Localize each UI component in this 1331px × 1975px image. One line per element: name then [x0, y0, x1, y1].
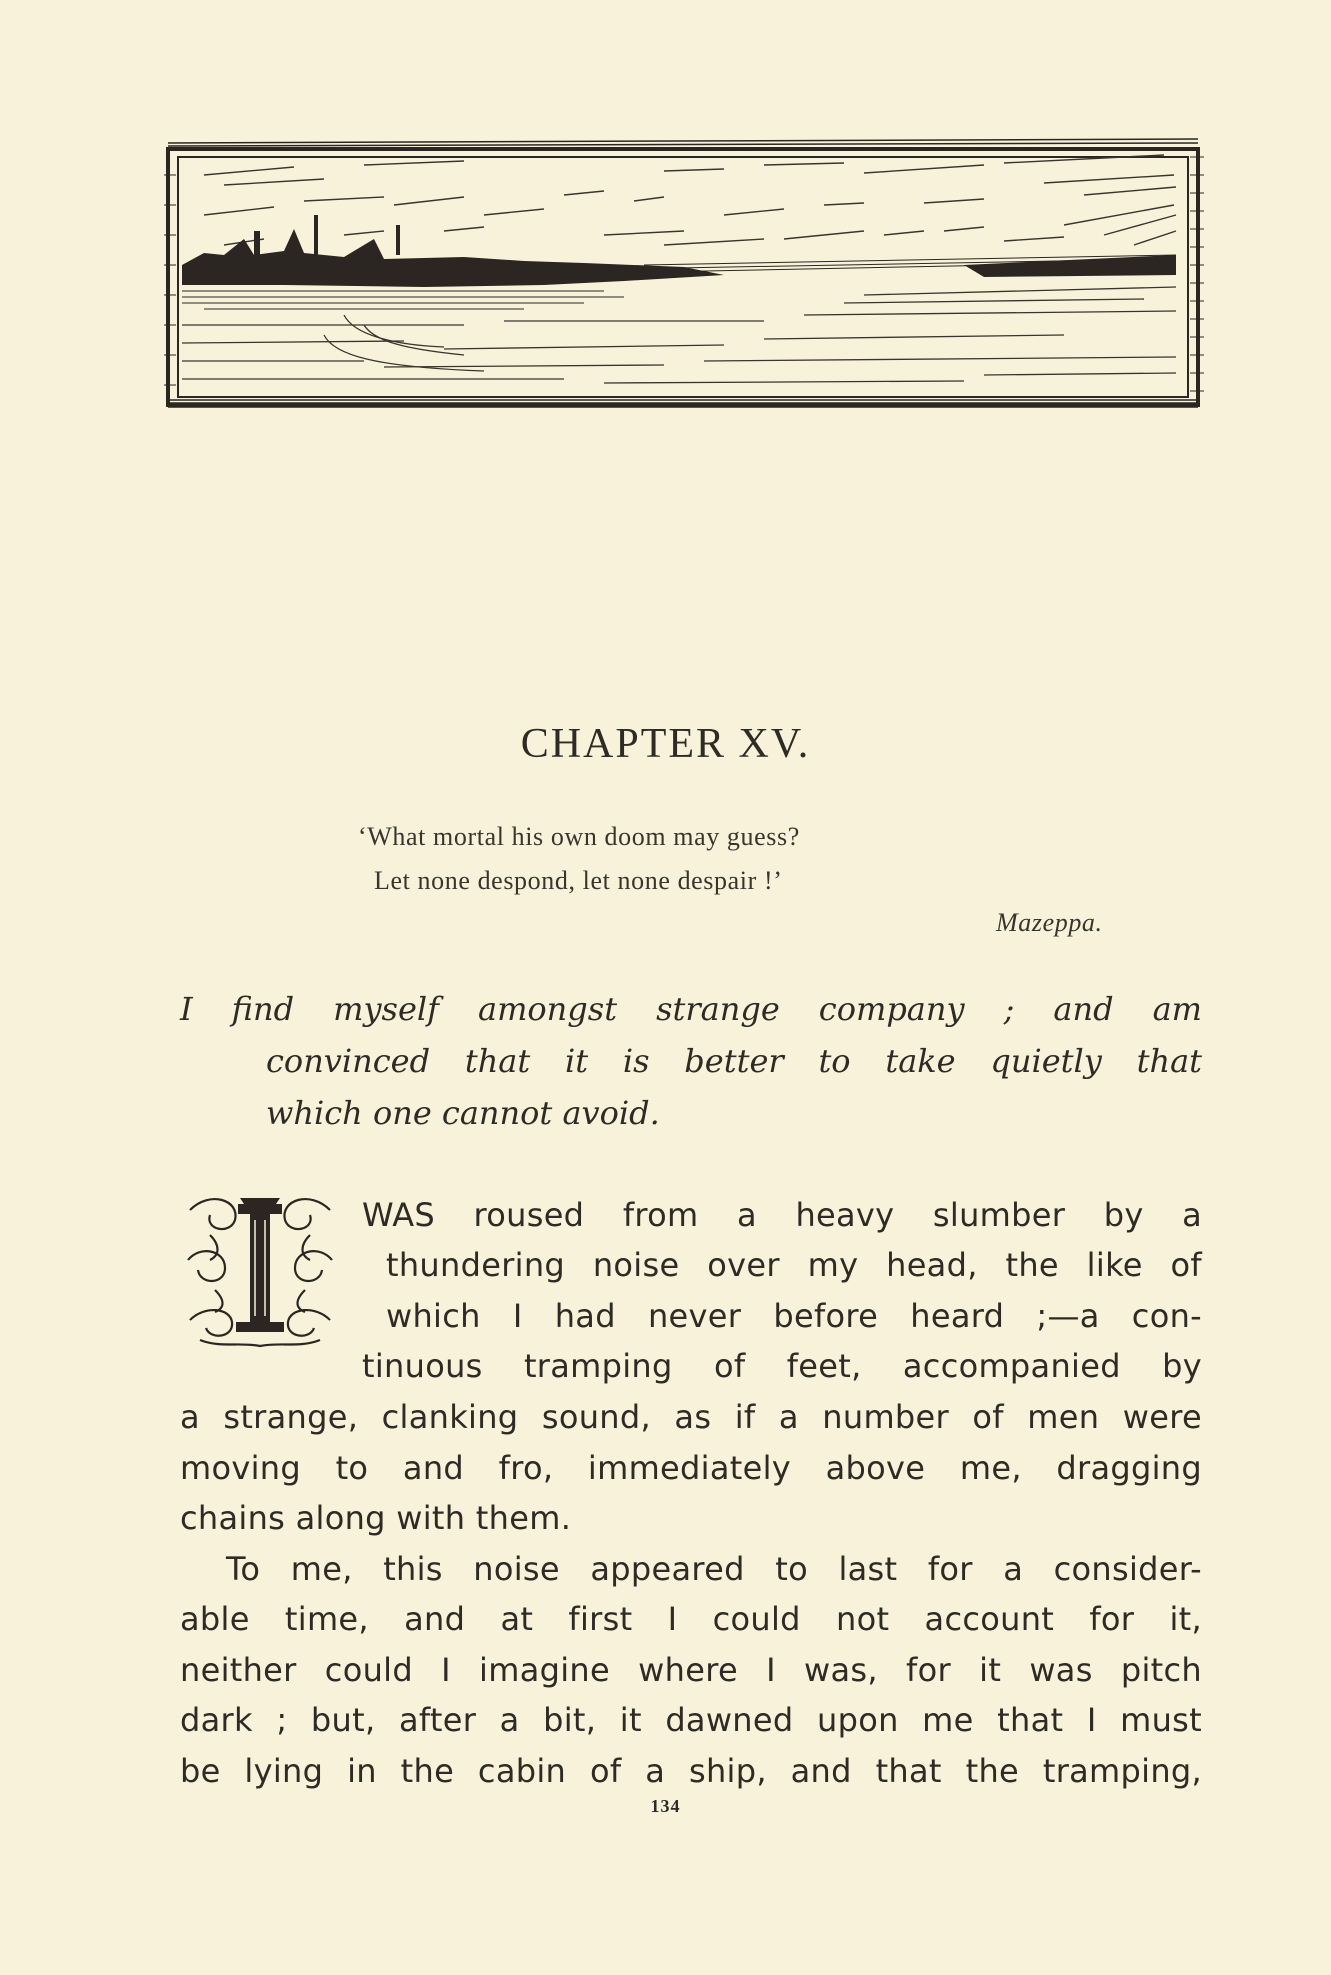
body-line: be lying in the cabin of a ship, and that the tramping,	[180, 1752, 1202, 1790]
body-line: neither could I imagine where I was, for it was pitch	[180, 1651, 1202, 1689]
chapter-title: CHAPTER XV.	[520, 721, 811, 767]
seascape-headpiece-illustration	[164, 135, 1206, 412]
epigraph-line: Let none despond, let none despair !’	[374, 866, 783, 895]
body-line: a strange, clanking sound, as if a number of men were	[180, 1398, 1202, 1436]
epigraph-source: Mazeppa.	[996, 908, 1103, 937]
drop-cap-letter: I	[180, 1190, 181, 1191]
body-line: tinuous tramping of feet, accompanied by	[362, 1347, 1202, 1385]
body-line: thundering noise over my head, the like of	[386, 1246, 1202, 1284]
summary-line: which one cannot avoid.	[266, 1094, 660, 1132]
summary-line: convinced that it is better to take quietly that	[266, 1042, 1202, 1080]
body-line: WAS roused from a heavy slumber by a	[362, 1196, 1202, 1234]
body-line: able time, and at first I could not account for it,	[180, 1600, 1202, 1638]
body-line: To me, this noise appeared to last for a consider-	[226, 1550, 1202, 1588]
page-number: 134	[650, 1796, 681, 1816]
ornamental-drop-cap-i	[180, 1190, 340, 1350]
body-line: moving to and fro, immediately above me, dragging	[180, 1449, 1202, 1487]
body-line: which I had never before heard ;—a con-	[386, 1297, 1202, 1335]
summary-line: I find myself amongst strange company ; and am	[180, 990, 1202, 1028]
body-line: chains along with them.	[180, 1499, 572, 1537]
epigraph-line: ‘What mortal his own doom may guess?	[358, 822, 800, 851]
body-line: dark ; but, after a bit, it dawned upon me that I must	[180, 1701, 1202, 1739]
